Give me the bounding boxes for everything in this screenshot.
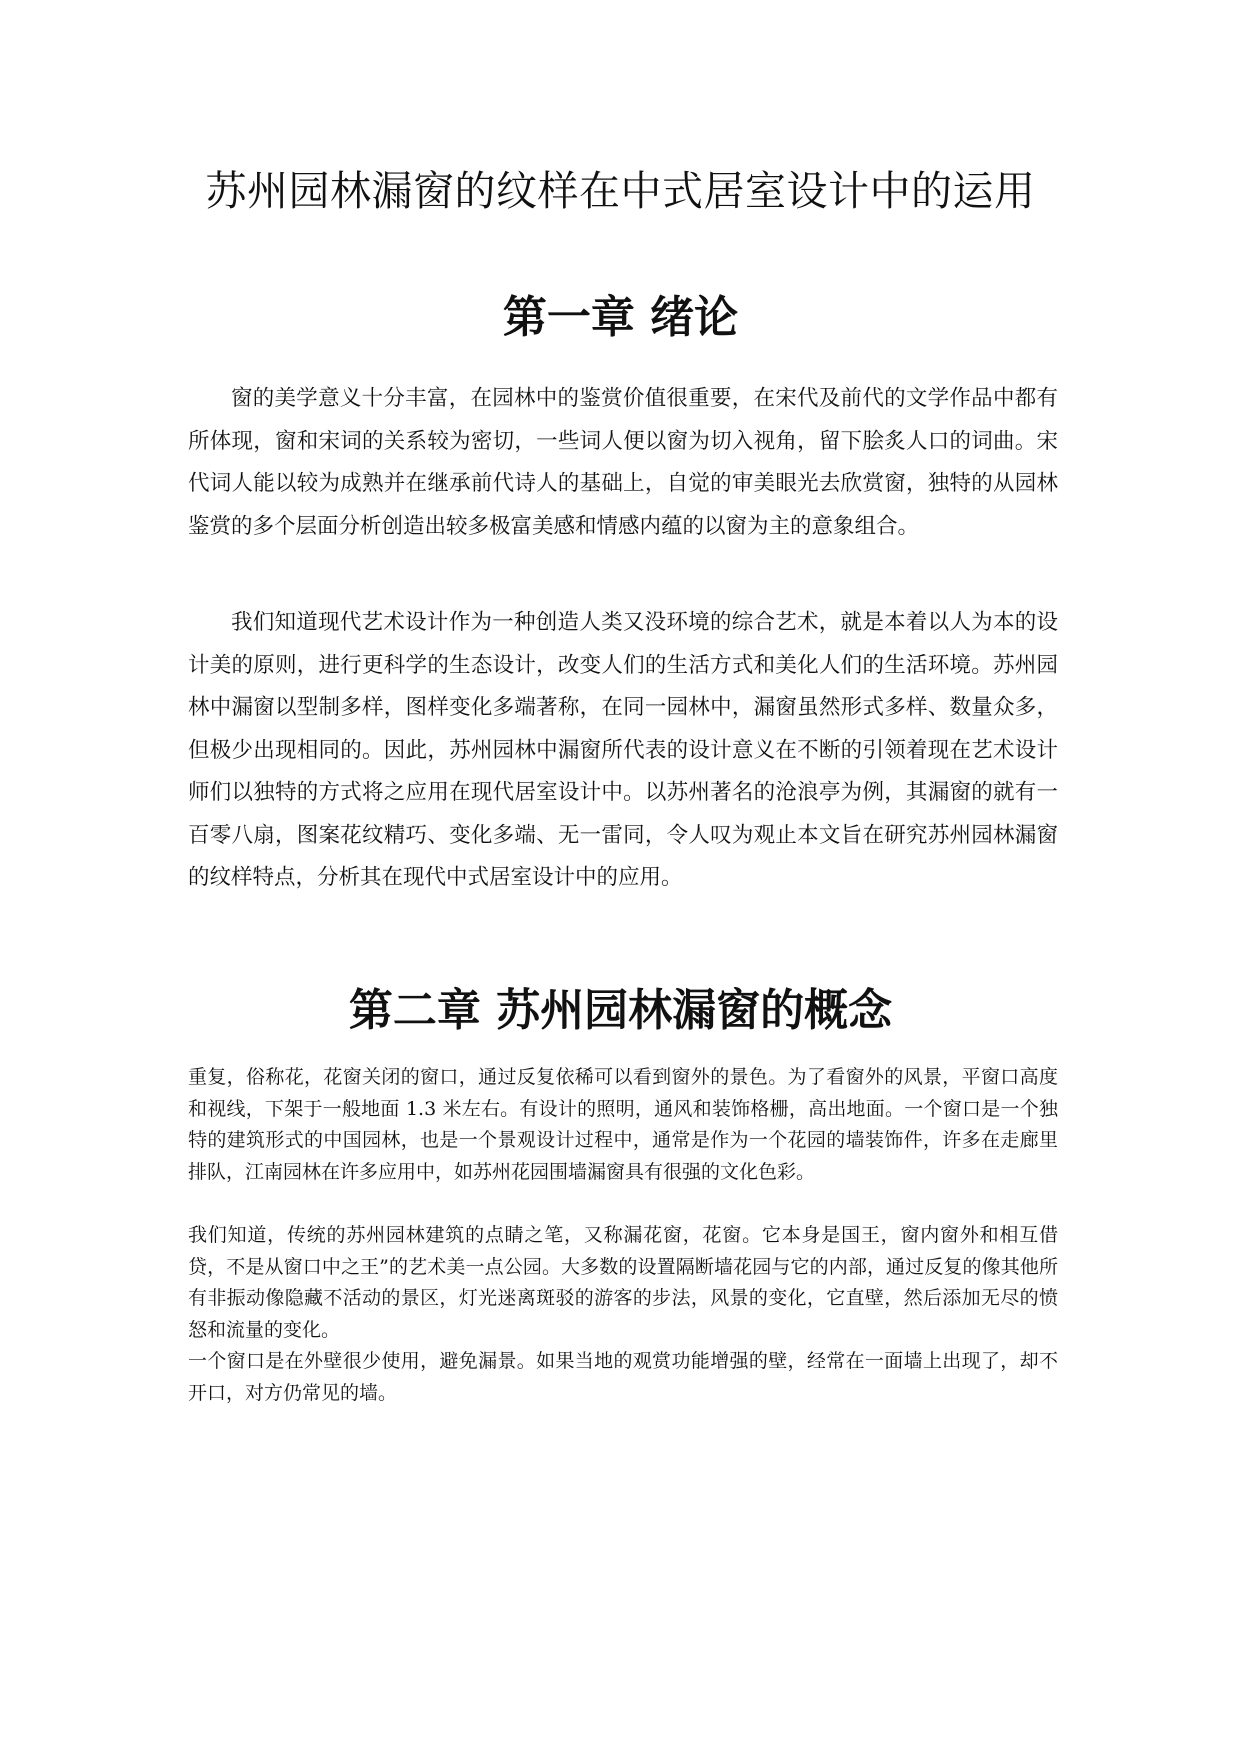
- chapter-2-paragraph-2: 我们知道，传统的苏州园林建筑的点睛之笔，又称漏花窗，花窗。它本身是国王，窗内窗外和相互借贷，不是从窗口中之王”的艺术美一点公园。大多数的设置隔断墙花园与它的内部，通过反复的像其他所有非振动像隐藏不活动的景区，灯光迷离斑驳的游客的步法，风景的变化，它直壁，然后添加无尽的愤怒和流量的变化。: [188, 1224, 1058, 1341]
- chapter-2-paragraph-1: 重复，俗称花，花窗关闭的窗口，通过反复依稀可以看到窗外的景色。为了看窗外的风景，平窗口高度和视线，下架于一般地面 1.3 米左右。有设计的照明，通风和装饰格栅，高出地面。一个窗口是一个独特的建筑形式的中国园林，也是一个景观设计过程中，通常是作为一个花园的墙装饰件，许多在走廊里排队，江南园林在许多应用中，如苏州花园围墙漏窗具有很强的文化色彩。: [188, 1066, 1058, 1183]
- chapter-1-paragraph-1: 窗的美学意义十分丰富，在园林中的鉴赏价值很重要，在宋代及前代的文学作品中都有所体现，窗和宋词的关系较为密切，一些词人便以窗为切入视角，留下脍炙人口的词曲。宋代词人能以较为成熟并在继承前代诗人的基础上，自觉的审美眼光去欣赏窗，独特的从园林鉴赏的多个层面分析创造出较多极富美感和情感内蕴的以窗为主的意象组合。: [188, 386, 1058, 539]
- chapter-1-heading: 第一章 绪论: [502, 292, 739, 343]
- chapter-2-paragraph-3: 一个窗口是在外壁很少使用，避免漏景。如果当地的观赏功能增强的壁，经常在一面墙上出现了，却不开口，对方仍常见的墙。: [188, 1350, 1058, 1404]
- document-title: 苏州园林漏窗的纹样在中式居室设计中的运用: [205, 167, 1036, 215]
- chapter-2-heading: 第二章 苏州园林漏窗的概念: [348, 985, 893, 1036]
- chapter-1-paragraph-2: 我们知道现代艺术设计作为一种创造人类又没环境的综合艺术，就是本着以人为本的设计美的原则，进行更科学的生态设计，改变人们的生活方式和美化人们的生活环境。苏州园林中漏窗以型制多样，图样变化多端著称，在同一园林中，漏窗虽然形式多样、数量众多，但极少出现相同的。因此，苏州园林中漏窗所代表的设计意义在不断的引领着现在艺术设计师们以独特的方式将之应用在现代居室设计中。以苏州著名的沧浪亭为例，其漏窗的就有一百零八扇，图案花纹精巧、变化多端、无一雷同，令人叹为观止本文旨在研究苏州园林漏窗的纹样特点，分析其在现代中式居室设计中的应用。: [188, 610, 1058, 890]
